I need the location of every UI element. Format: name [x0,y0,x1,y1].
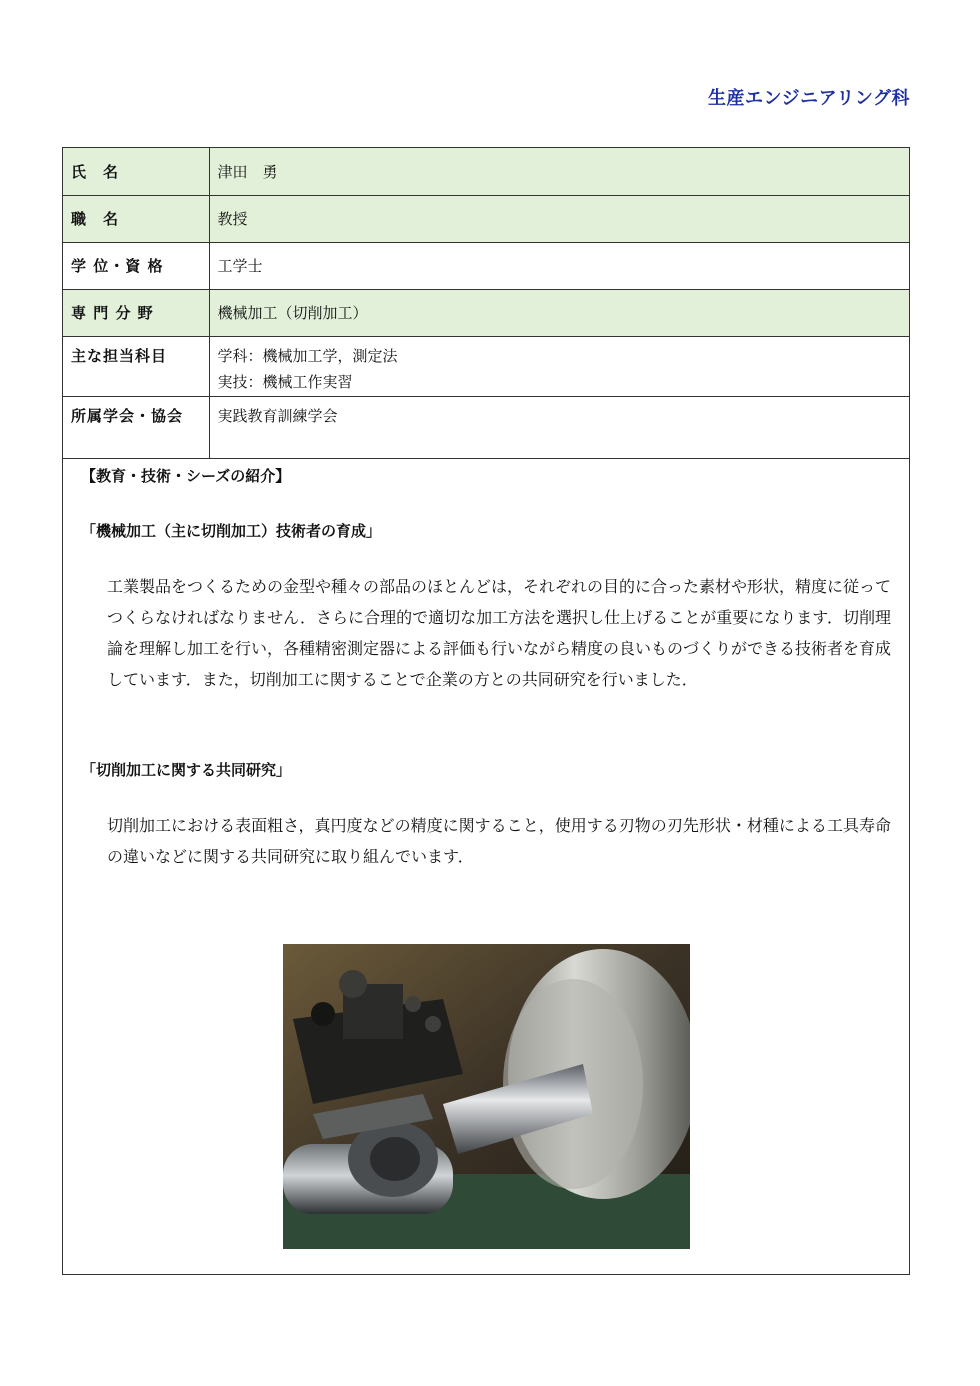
value-position: 教授 [209,195,909,242]
label-specialty: 専 門 分 野 [63,289,209,336]
section-body-research: 切削加工における表面粗さ，真円度などの精度に関すること，使用する刃物の刃先形状・材種による工具寿命の違いなどに関する共同研究に取り組んでいます． [107,815,891,866]
profile-sheet [62,147,910,1275]
row-degree [63,242,909,289]
row-specialty [63,289,909,336]
section-title-training: 「機械加工（主に切削加工）技術者の育成」 [81,521,382,540]
label-degree: 学 位・資 格 [63,242,209,289]
department-title: 生産エンジニアリング科 [708,88,910,109]
row-position [63,195,909,242]
intro-heading: 【教育・技術・シーズの紹介】 [81,466,291,485]
label-society: 所属学会・協会 [63,396,209,458]
subject-line-1: 学科：機械加工学，測定法 [217,346,398,365]
intro-section [63,459,909,872]
lathe-photo [283,944,690,1249]
row-subjects [63,336,909,396]
subject-line-2: 実技：機械工作実習 [217,372,353,391]
value-name: 津田 勇 [209,148,909,195]
row-name [63,148,909,195]
label-position: 職 名 [63,195,209,242]
label-name: 氏 名 [63,148,209,195]
lathe-photo-illustration [283,944,690,1249]
section-body-training: 工業製品をつくるための金型や種々の部品のほとんどは，それぞれの目的に合った素材や形状，精度に従ってつくらなければなりません．さらに合理的で適切な加工方法を選択し仕上げることが重要になります．切削理論を理解し加工を行い，各種精密測定器による評価も行いながら精度の良いものづくりができる技術者を育成しています．また，切削加工に関することで企業の方との共同研究を行いました． [107,576,892,689]
value-degree: 工学士 [209,242,909,289]
profile-table [63,148,909,459]
value-society: 実践教育訓練学会 [209,396,909,458]
value-subjects [209,336,909,396]
section-title-research: 「切削加工に関する共同研究」 [81,760,292,779]
value-specialty: 機械加工（切削加工） [209,289,909,336]
row-society [63,396,909,458]
label-subjects: 主な担当科目 [63,336,209,396]
